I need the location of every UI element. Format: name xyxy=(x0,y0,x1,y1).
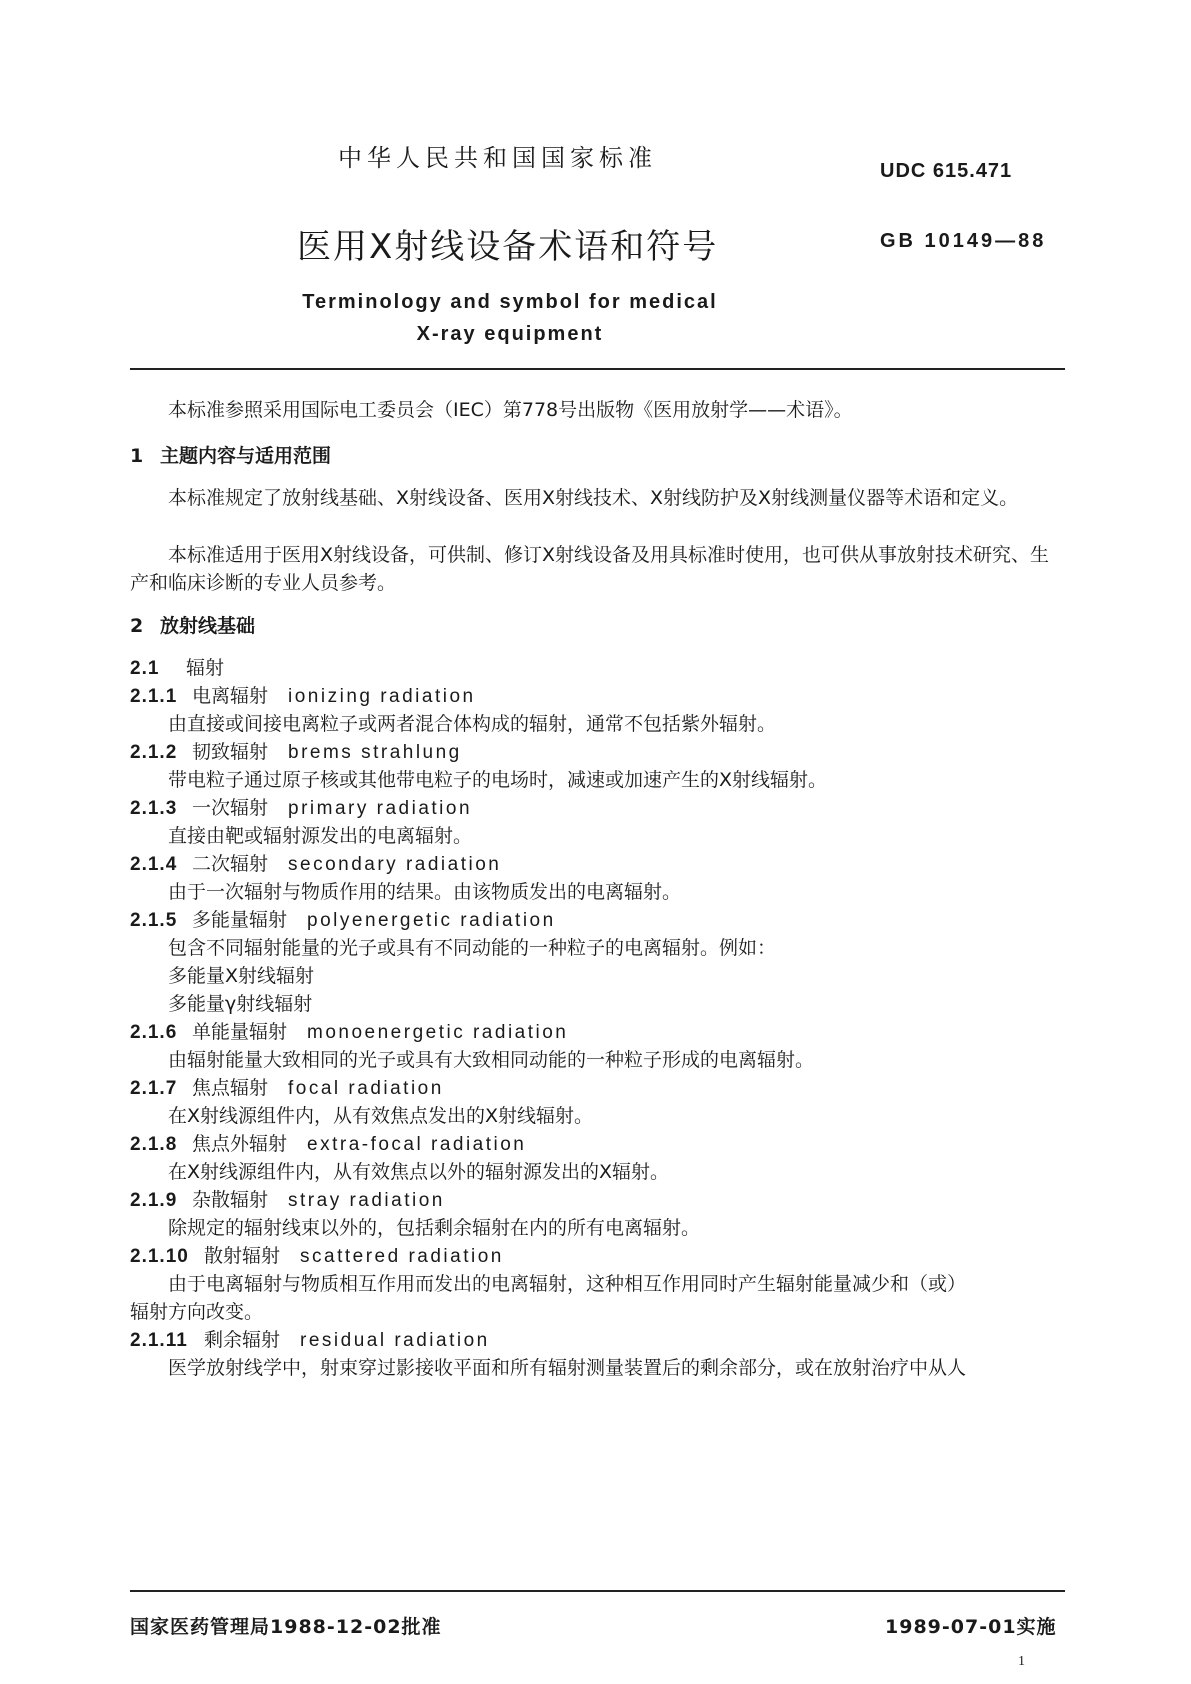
term-number: 2.1.2 xyxy=(130,742,178,763)
term-heading xyxy=(130,1242,504,1271)
section-number: 1 xyxy=(130,445,144,467)
term-en: brems strahlung xyxy=(288,742,462,763)
term-en: polyenergetic radiation xyxy=(307,910,556,931)
national-standard-heading: 中华人民共和国国家标准 xyxy=(338,144,657,172)
term-heading xyxy=(130,1074,444,1103)
term-definition: 由辐射能量大致相同的光子或具有大致相同动能的一种粒子形成的电离辐射。 xyxy=(168,1049,815,1071)
term-en: scattered radiation xyxy=(300,1246,504,1267)
gb-standard-code: GB 10149—88 xyxy=(880,230,1047,252)
term-definition: 由于电离辐射与物质相互作用而发出的电离辐射，这种相互作用同时产生辐射能量减少和（或） xyxy=(168,1273,967,1295)
term-definition: 包含不同辐射能量的光子或具有不同动能的一种粒子的电离辐射。例如： xyxy=(168,937,777,959)
term-en: focal radiation xyxy=(288,1078,444,1099)
term-heading xyxy=(130,682,476,711)
term-number: 2.1.10 xyxy=(130,1246,189,1267)
term-zh: 焦点外辐射 xyxy=(192,1133,288,1155)
title-en-line-1: Terminology and symbol for medical xyxy=(302,291,718,313)
term-heading xyxy=(130,850,501,879)
term-heading xyxy=(130,1326,490,1355)
term-definition-example: 多能量X射线辐射 xyxy=(168,965,315,987)
term-en: ionizing radiation xyxy=(288,686,476,707)
term-zh: 剩余辐射 xyxy=(204,1329,281,1351)
section-1-paragraph-1: 本标准规定了放射线基础、X射线设备、医用X射线技术、X射线防护及X射线测量仪器等术语和定义。 xyxy=(168,487,1019,509)
term-number: 2.1.3 xyxy=(130,798,178,819)
term-definition: 除规定的辐射线束以外的，包括剩余辐射在内的所有电离辐射。 xyxy=(168,1217,701,1239)
term-en: residual radiation xyxy=(300,1330,490,1351)
term-heading xyxy=(130,1018,568,1047)
term-definition: 带电粒子通过原子核或其他带电粒子的电场时，减速或加速产生的X射线辐射。 xyxy=(168,769,828,791)
term-en: extra-focal radiation xyxy=(307,1134,527,1155)
term-definition-continued: 辐射方向改变。 xyxy=(130,1301,264,1323)
approval-date: 国家医药管理局1988-12-02批准 xyxy=(130,1616,442,1638)
term-number: 2.1.1 xyxy=(130,686,178,707)
section-title: 放射线基础 xyxy=(160,615,256,637)
term-zh: 杂散辐射 xyxy=(192,1189,269,1211)
section-number: 2 xyxy=(130,615,144,637)
term-definition: 由直接或间接电离粒子或两者混合体构成的辐射，通常不包括紫外辐射。 xyxy=(168,713,777,735)
term-heading xyxy=(130,794,472,823)
header-divider xyxy=(130,368,1065,370)
term-zh: 韧致辐射 xyxy=(192,741,269,763)
page-number: 1 xyxy=(1018,1654,1025,1669)
document-title-zh: 医用X射线设备术语和符号 xyxy=(297,227,719,267)
term-number: 2.1.9 xyxy=(130,1190,178,1211)
section-1-heading xyxy=(130,442,331,470)
footer-divider xyxy=(130,1590,1065,1592)
term-heading xyxy=(130,738,462,767)
term-heading xyxy=(130,1186,445,1215)
udc-code: UDC 615.471 xyxy=(880,160,1013,182)
term-number: 2.1.4 xyxy=(130,854,178,875)
term-definition: 医学放射线学中，射束穿过影接收平面和所有辐射测量装置后的剩余部分，或在放射治疗中从人 xyxy=(168,1357,967,1379)
term-definition: 在X射线源组件内，从有效焦点发出的X射线辐射。 xyxy=(168,1105,594,1127)
term-number: 2.1.6 xyxy=(130,1022,178,1043)
term-number: 2.1.8 xyxy=(130,1134,178,1155)
term-zh: 多能量辐射 xyxy=(192,909,288,931)
term-zh: 单能量辐射 xyxy=(192,1021,288,1043)
term-zh: 散射辐射 xyxy=(204,1245,281,1267)
term-number: 2.1.7 xyxy=(130,1078,178,1099)
subsection-2-1-heading xyxy=(130,654,224,683)
intro-paragraph: 本标准参照采用国际电工委员会（IEC）第778号出版物《医用放射学——术语》。 xyxy=(168,399,853,421)
section-1-paragraph-2: 本标准适用于医用X射线设备，可供制、修订X射线设备及用具标准时使用，也可供从事放射技术研究、生产和临床诊断的专业人员参考。 xyxy=(130,544,1050,594)
section-title: 主题内容与适用范围 xyxy=(160,445,332,467)
term-zh: 一次辐射 xyxy=(192,797,269,819)
term-number: 2.1.11 xyxy=(130,1330,188,1351)
term-zh: 电离辐射 xyxy=(192,685,269,707)
term-en: stray radiation xyxy=(288,1190,445,1211)
term-zh: 焦点辐射 xyxy=(192,1077,269,1099)
term-heading xyxy=(130,1130,526,1159)
subsection-title: 辐射 xyxy=(186,657,225,679)
term-number: 2.1.5 xyxy=(130,910,178,931)
term-definition-example: 多能量γ射线辐射 xyxy=(168,993,313,1015)
term-definition: 在X射线源组件内，从有效焦点以外的辐射源发出的X辐射。 xyxy=(168,1161,670,1183)
term-heading xyxy=(130,906,556,935)
term-en: primary radiation xyxy=(288,798,473,819)
title-en-line-2: X-ray equipment xyxy=(416,323,604,345)
term-definition: 直接由靶或辐射源发出的电离辐射。 xyxy=(168,825,473,847)
subsection-number: 2.1 xyxy=(130,658,160,679)
document-title-en xyxy=(280,286,740,350)
section-2-heading xyxy=(130,612,255,640)
term-en: monoenergetic radiation xyxy=(307,1022,569,1043)
effective-date: 1989-07-01实施 xyxy=(885,1616,1057,1638)
term-zh: 二次辐射 xyxy=(192,853,269,875)
term-en: secondary radiation xyxy=(288,854,502,875)
term-definition: 由于一次辐射与物质作用的结果。由该物质发出的电离辐射。 xyxy=(168,881,682,903)
